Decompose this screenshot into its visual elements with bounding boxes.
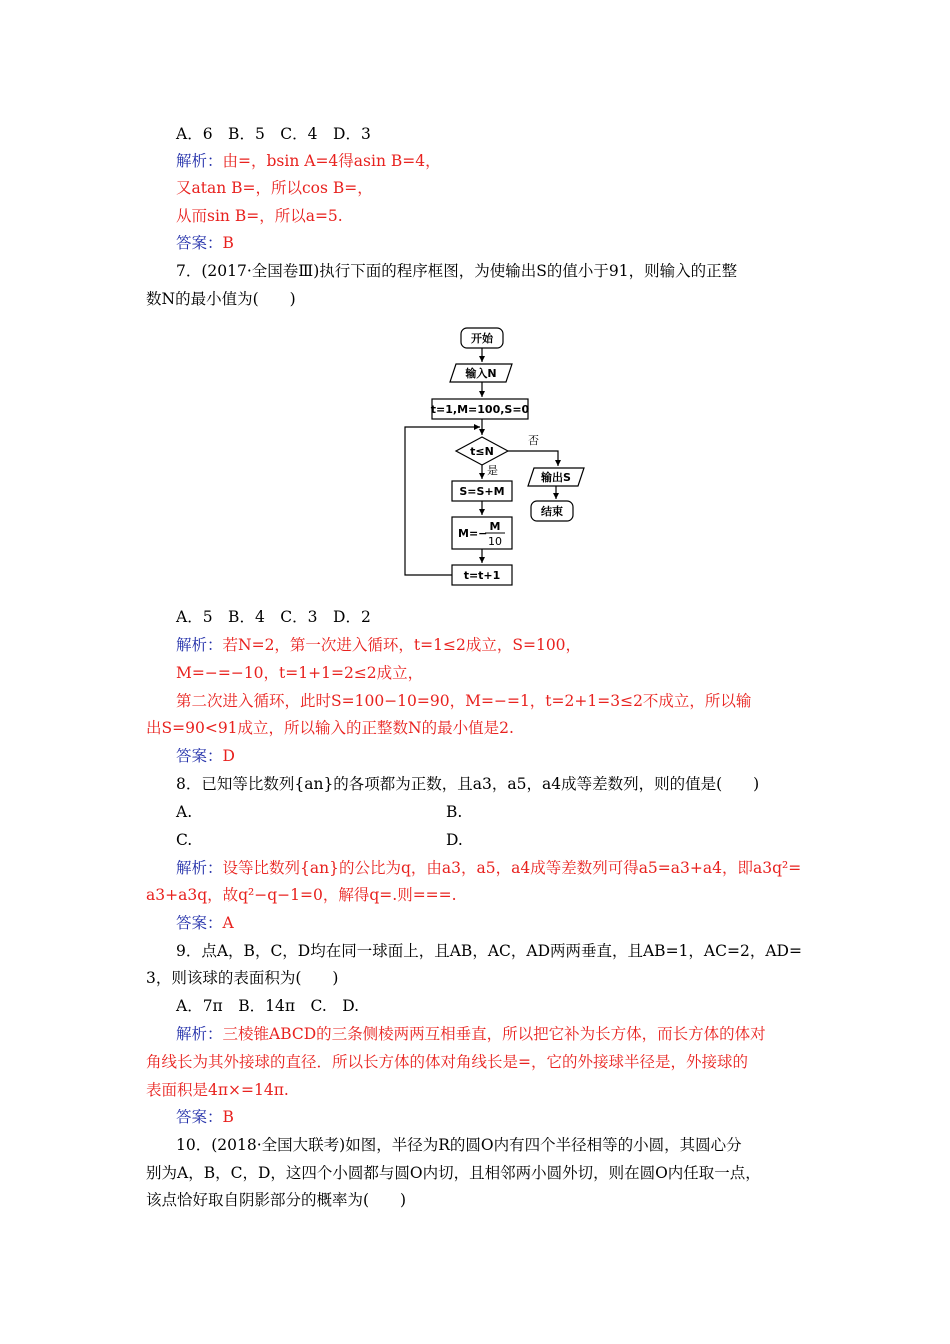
- q10-stem-line-3: 该点恰好取自阴影部分的概率为( ): [146, 1191, 407, 1209]
- q6-solution-line-1: [176, 151, 441, 171]
- solution-label: 解析：: [176, 636, 223, 654]
- q8-option-b: B.: [446, 803, 463, 821]
- answer-value: D: [222, 747, 235, 765]
- q9-solution-line-3: 表面积是4π×=14π.: [146, 1081, 289, 1099]
- q8-option-d: D.: [446, 831, 463, 849]
- q9-answer: [176, 1107, 234, 1127]
- answer-value: B: [222, 1108, 234, 1126]
- q9-stem-line-1: 9．点A，B，C，D均在同一球面上，且AB，AC，AD两两垂直，且AB=1，AC=2，AD=: [176, 942, 802, 960]
- solution-text: 三棱锥ABCD的三条侧棱两两互相垂直，所以把它补为长方体，而长方体的体对: [222, 1025, 766, 1043]
- q9-solution-line-2: 角线长为其外接球的直径．所以长方体的体对角线长是=，它的外接球半径是，外接球的: [146, 1053, 748, 1071]
- q7-solution-line-2: M=−=−10，t=1+1=2≤2成立，: [176, 664, 424, 682]
- q8-option-c: C.: [176, 831, 193, 849]
- solution-text: 由=，bsin A=4得asin B=4，: [222, 152, 441, 170]
- answer-label: 答案：: [176, 234, 223, 252]
- flow-increment-label: t=t+1: [463, 569, 501, 582]
- q8-option-a: A.: [176, 803, 193, 821]
- q8-stem: 8．已知等比数列{an}的各项都为正数，且a3，a5，a4成等差数列，则的值是( ): [176, 775, 760, 793]
- q7-stem-line-2: 数N的最小值为( ): [146, 290, 296, 308]
- flow-update-m-num: M: [489, 520, 501, 533]
- flow-init-label: t=1,M=100,S=0: [430, 403, 530, 416]
- q10-stem-line-1: 10．(2018·全国大联考)如图，半径为R的圆O内有四个半径相等的小圆，其圆心分: [176, 1136, 742, 1154]
- q10-stem-line-2: 别为A，B，C，D，这四个小圆都与圆O内切，且相邻两小圆外切，则在圆O内任取一点，: [146, 1164, 761, 1182]
- flow-output-label: 输出S: [541, 471, 571, 484]
- solution-label: 解析：: [176, 859, 223, 877]
- q6-answer: [176, 233, 234, 253]
- q9-stem-line-2: 3，则该球的表面积为( ): [146, 969, 339, 987]
- flow-yes-label: 是: [487, 464, 498, 477]
- q7-solution-line-1: [176, 635, 581, 655]
- q7-solution-line-3: 第二次进入循环，此时S=100−10=90，M=−=1，t=2+1=3≤2不成立，所以输: [176, 692, 752, 710]
- q7-options: A．5 B．4 C．3 D．2: [176, 608, 371, 626]
- q6-solution-line-3: 从而sin B=，所以a=5.: [176, 207, 343, 225]
- q9-solution-line-1: [176, 1024, 766, 1044]
- q7-solution-line-4: 出S=90<91成立，所以输入的正整数N的最小值是2.: [146, 719, 514, 737]
- q8-answer: [176, 913, 234, 933]
- flow-update-m-den: 10: [488, 535, 502, 548]
- q6-options: A．6 B．5 C．4 D．3: [176, 125, 371, 143]
- answer-label: 答案：: [176, 1108, 223, 1126]
- q8-solution-line-2: a3+a3q，故q²−q−1=0，解得q=.则===.: [146, 886, 457, 904]
- q7-flowchart: [395, 320, 615, 590]
- flow-input-label: 输入N: [465, 367, 497, 380]
- flow-end-label: 结束: [541, 505, 563, 518]
- solution-label: 解析：: [176, 152, 223, 170]
- solution-text: 设等比数列{an}的公比为q，由a3，a5，a4成等差数列可得a5=a3+a4，即a3q²=: [222, 859, 802, 877]
- q6-solution-line-2: 又atan B=，所以cos B=，: [176, 179, 373, 197]
- flow-start-label: 开始: [471, 332, 493, 345]
- q7-stem-line-1: 7．(2017·全国卷Ⅲ)执行下面的程序框图，为使输出S的值小于91，则输入的正整: [176, 262, 738, 280]
- q9-options: A．7π B．14π C. D.: [176, 997, 360, 1015]
- flow-no-label: 否: [528, 434, 539, 447]
- solution-label: 解析：: [176, 1025, 223, 1043]
- flow-update-m-lhs: M=−: [458, 527, 488, 540]
- answer-value: B: [222, 234, 234, 252]
- flow-cond-label: t≤N: [470, 445, 494, 458]
- q8-solution-line-1: [176, 858, 801, 878]
- flow-sum-label: S=S+M: [459, 485, 505, 498]
- answer-value: A: [222, 914, 234, 932]
- answer-label: 答案：: [176, 747, 223, 765]
- answer-label: 答案：: [176, 914, 223, 932]
- q7-answer: [176, 746, 235, 766]
- solution-text: 若N=2，第一次进入循环，t=1≤2成立，S=100，: [222, 636, 582, 654]
